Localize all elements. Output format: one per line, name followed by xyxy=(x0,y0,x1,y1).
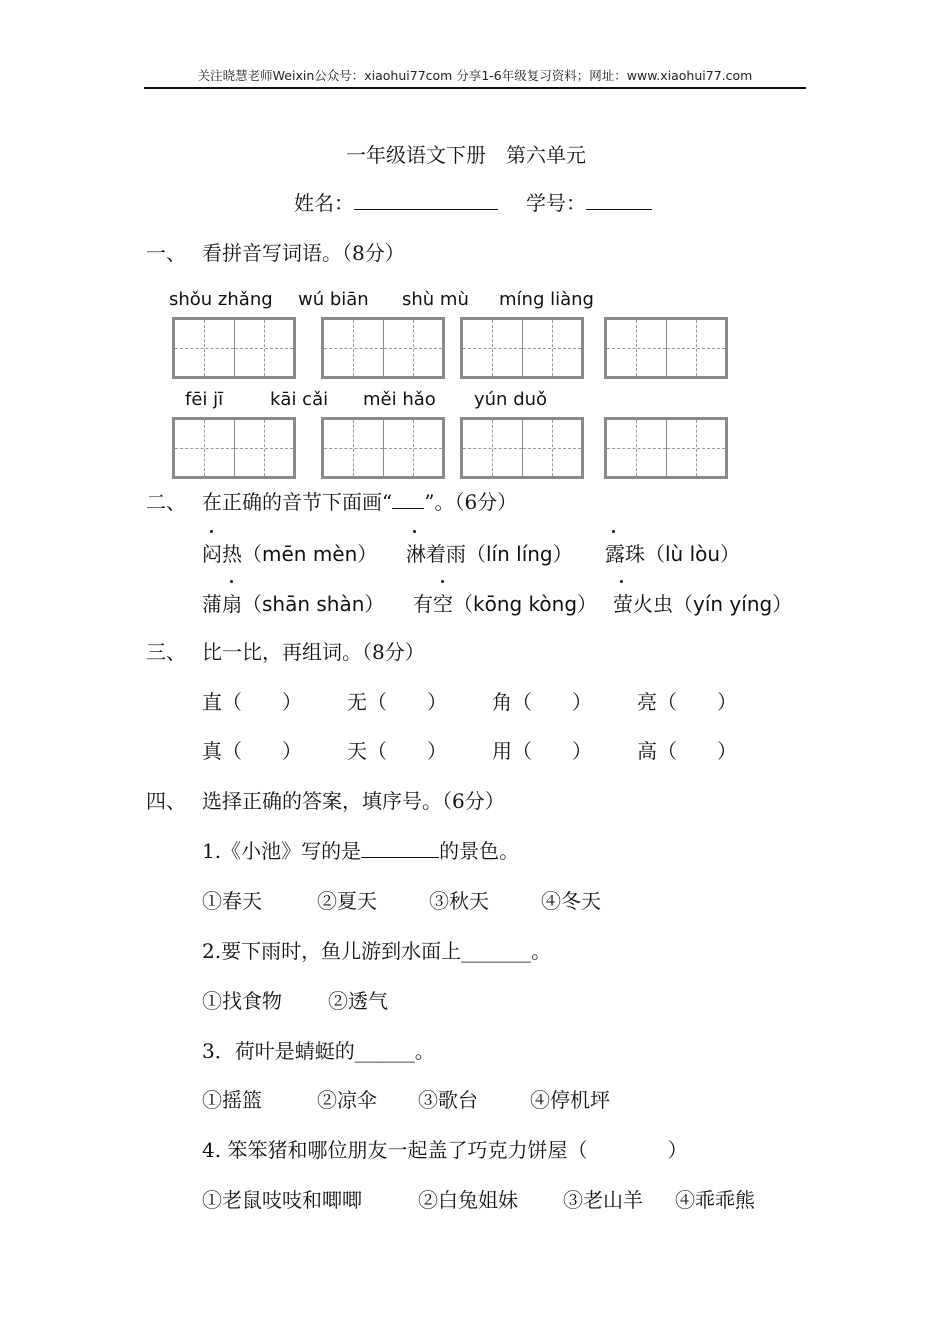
section-2-title xyxy=(202,486,517,515)
section-4-title: 选择正确的答案，填序号。（6分） xyxy=(202,789,505,813)
pron-item-5: 有空（kōng kòng） xyxy=(413,592,598,616)
q4-option-1[interactable]: ①老鼠吱吱和唧唧 xyxy=(202,1188,362,1212)
question-4: 4. 笨笨猪和哪位朋友一起盖了巧克力饼屋（ ） xyxy=(202,1138,688,1162)
compare-item-3[interactable]: 角（ ） xyxy=(492,690,592,714)
name-blank[interactable] xyxy=(354,191,498,210)
q4-option-3[interactable]: ③老山羊 xyxy=(563,1188,643,1212)
q1-option-3[interactable]: ③秋天 xyxy=(429,889,489,913)
compare-item-8[interactable]: 高（ ） xyxy=(637,739,737,763)
section-2-title-b: ”。（6分） xyxy=(424,490,518,514)
underline-sample xyxy=(392,490,424,509)
section-1-number: 一、 xyxy=(146,241,186,265)
q1-option-4[interactable]: ④冬天 xyxy=(541,889,601,913)
writing-box-2[interactable] xyxy=(321,317,445,379)
student-id-field xyxy=(526,187,652,216)
writing-box-3[interactable] xyxy=(460,317,584,379)
section-1-title: 看拼音写词语。（8分） xyxy=(202,241,405,265)
emphasis-dot xyxy=(210,530,213,533)
writing-box-7[interactable] xyxy=(460,417,584,479)
question-2: 2.要下雨时，鱼儿游到水面上_______。 xyxy=(202,939,552,963)
section-3-title: 比一比，再组词。（8分） xyxy=(202,640,425,664)
emphasis-dot xyxy=(230,580,233,583)
pron-item-4: 蒲扇（shān shàn） xyxy=(202,592,385,616)
compare-item-6[interactable]: 天（ ） xyxy=(347,739,447,763)
name-field xyxy=(294,187,498,216)
section-2-title-a: 在正确的音节下面画“ xyxy=(202,490,393,514)
header-rule xyxy=(144,87,806,89)
pron-item-6: 萤火虫（yín yíng） xyxy=(613,592,793,616)
emphasis-dot xyxy=(413,530,416,533)
q2-option-1[interactable]: ①找食物 xyxy=(202,989,282,1013)
q4-option-2[interactable]: ②白兔姐妹 xyxy=(418,1188,518,1212)
writing-box-6[interactable] xyxy=(321,417,445,479)
page-header: 关注晓慧老师Weixin公众号：xiaohui77com 分享1-6年级复习资料；网址：www.xiaohui77.com xyxy=(197,68,753,83)
section-2-number: 二、 xyxy=(146,490,186,514)
pinyin-3: shù mù xyxy=(402,289,469,310)
student-id-label: 学号： xyxy=(526,191,586,215)
question-1-blank[interactable] xyxy=(361,839,439,858)
emphasis-dot xyxy=(620,580,623,583)
q3-option-1[interactable]: ①摇篮 xyxy=(202,1088,262,1112)
section-3-number: 三、 xyxy=(146,640,186,664)
pron-item-1: 闷热（mēn mèn） xyxy=(202,542,378,566)
question-1: 1.《小池》写的是 的景色。 xyxy=(202,839,520,863)
q2-option-2[interactable]: ②透气 xyxy=(328,989,388,1013)
emphasis-dot xyxy=(612,530,615,533)
pinyin-6: kāi cǎi xyxy=(270,389,329,410)
compare-item-5[interactable]: 真（ ） xyxy=(202,739,302,763)
pinyin-7: měi hǎo xyxy=(363,389,436,410)
writing-box-8[interactable] xyxy=(604,417,728,479)
q1-option-1[interactable]: ①春天 xyxy=(202,889,262,913)
pinyin-8: yún duǒ xyxy=(474,389,548,410)
compare-item-7[interactable]: 用（ ） xyxy=(492,739,592,763)
q4-option-4[interactable]: ④乖乖熊 xyxy=(675,1188,755,1212)
q3-option-4[interactable]: ④停机坪 xyxy=(530,1088,610,1112)
pinyin-4: míng liàng xyxy=(499,289,594,310)
pron-item-3: 露珠（lù lòu） xyxy=(605,542,741,566)
pinyin-2: wú biān xyxy=(298,289,369,310)
question-3: 3．荷叶是蜻蜓的______。 xyxy=(202,1039,435,1063)
worksheet-title: 一年级语文下册 第六单元 xyxy=(346,143,586,167)
pinyin-5: fēi jī xyxy=(185,389,224,410)
writing-box-1[interactable] xyxy=(172,317,296,379)
compare-item-1[interactable]: 直（ ） xyxy=(202,690,302,714)
writing-box-5[interactable] xyxy=(172,417,296,479)
q3-option-2[interactable]: ②凉伞 xyxy=(317,1088,377,1112)
compare-item-4[interactable]: 亮（ ） xyxy=(637,690,737,714)
q3-option-3[interactable]: ③歌台 xyxy=(418,1088,478,1112)
emphasis-dot xyxy=(441,580,444,583)
student-id-blank[interactable] xyxy=(586,191,652,210)
q1-option-2[interactable]: ②夏天 xyxy=(317,889,377,913)
pron-item-2: 淋着雨（lín líng） xyxy=(406,542,573,566)
compare-item-2[interactable]: 无（ ） xyxy=(347,690,447,714)
name-label: 姓名： xyxy=(294,191,354,215)
writing-box-4[interactable] xyxy=(604,317,728,379)
section-4-number: 四、 xyxy=(146,789,186,813)
pinyin-1: shǒu zhǎng xyxy=(169,289,273,310)
